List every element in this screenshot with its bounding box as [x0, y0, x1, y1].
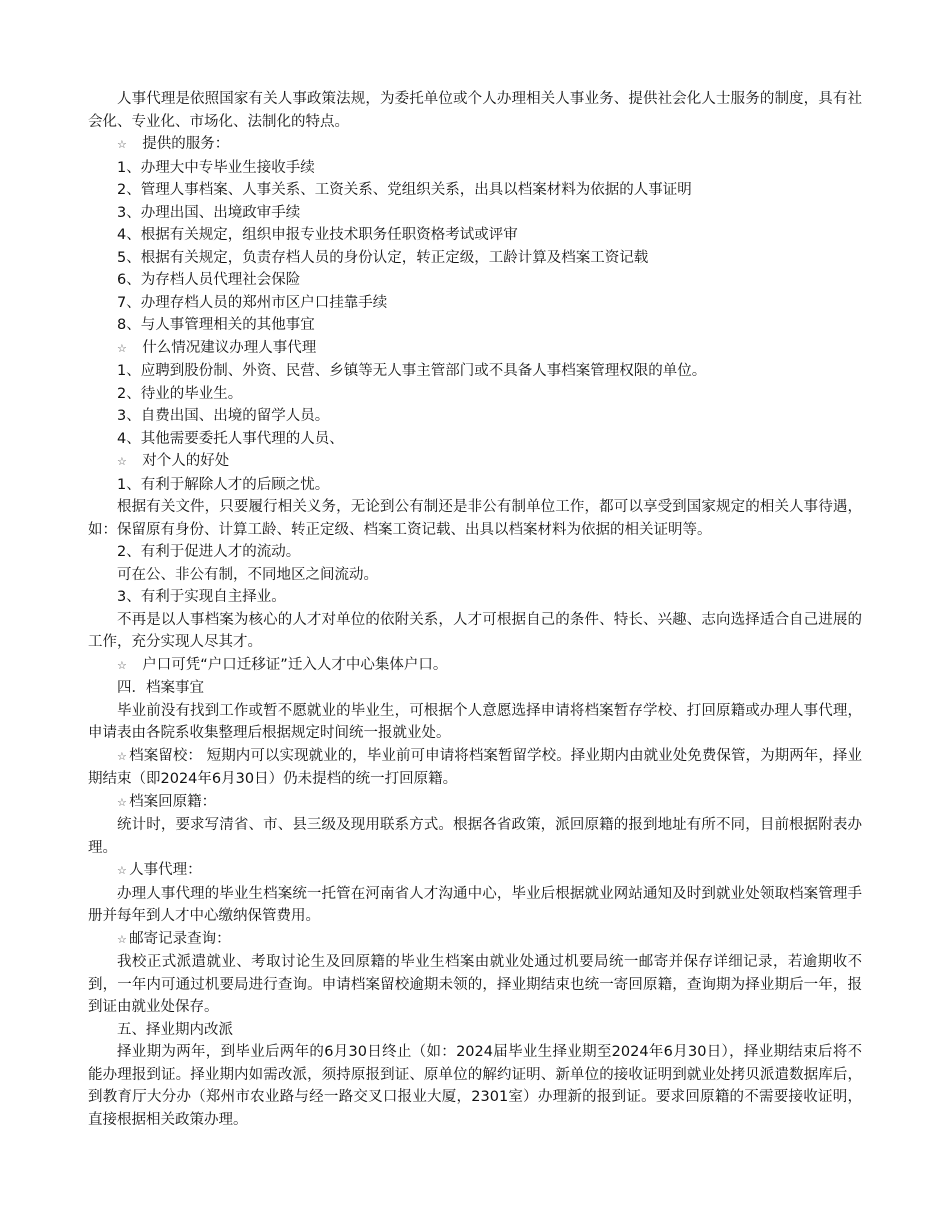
paragraph — [88, 951, 862, 1019]
star-bullet-icon: ☆ — [117, 864, 127, 877]
paragraph — [88, 474, 862, 497]
paragraph-text: 可在公、非公有制，不同地区之间流动。 — [117, 566, 378, 583]
paragraph-text: 档案回原籍： — [129, 793, 217, 810]
paragraph-text: 1、办理大中专毕业生接收手续 — [117, 159, 315, 176]
paragraph-text: 档案留校： 短期内可以实现就业的，毕业前可申请将档案暂留学校。择业期内由就业处免费保管，为期两年，择业期结束（即2024年6月30日）仍未提档的统一打回原籍。 — [88, 747, 862, 787]
paragraph-text: 4、根据有关规定，组织申报专业技术职务任职资格考试或评审 — [117, 227, 518, 243]
paragraph-text: 2、有利于促进人才的流动。 — [117, 544, 301, 560]
paragraph — [88, 314, 862, 337]
paragraph — [88, 1041, 862, 1131]
paragraph — [88, 1019, 862, 1042]
paragraph-text: 择业期为两年，到毕业后两年的6月30日终止（如：2024届毕业生择业期至2024年6月30日），择业期结束后将不能办理报到证。择业期内如需改派，须持原报到证、原单位的解约证明、新单位的接收证明到就业处拷贝派遣数据库后，到教育厅大分办（郑州市农业路与经一路交叉口报业大厦，2301室）办理新的报到证。要求回原籍的不需要接收证明，直接根据相关政策办理。 — [88, 1044, 862, 1128]
paragraph — [88, 133, 862, 157]
paragraph-text: 3、自费出国、出境的留学人员。 — [117, 408, 330, 424]
paragraph-text: 对个人的好处 — [142, 453, 230, 469]
paragraph-text: 根据有关文件，只要履行相关义务，无论到公有制还是非公有制单位工作，都可以享受到国家规定的相关人事待遇，如：保留原有身份、计算工龄、转正定级、档案工资记载、出具以档案材料为依据的相关证明等。 — [88, 499, 862, 538]
paragraph-text: 不再是以人事档案为核心的人才对单位的依附关系，人才可根据自己的条件、特长、兴趣、志向选择适合自己进展的工作，充分实现人尽其才。 — [88, 611, 862, 650]
paragraph — [88, 292, 862, 315]
paragraph — [88, 859, 862, 883]
paragraph-text: 7、办理存档人员的郑州市区户口挂靠手续 — [117, 294, 388, 311]
paragraph-text: 人事代理： — [129, 862, 202, 878]
paragraph — [88, 883, 862, 928]
paragraph — [88, 586, 862, 609]
paragraph — [88, 405, 862, 428]
paragraph-text: 人事代理是依照国家有关人事政策法规，为委托单位或个人办理相关人事业务、提供社会化人士服务的制度，具有社会化、专业化、市场化、法制化的特点。 — [88, 91, 862, 130]
paragraph — [88, 496, 862, 541]
paragraph-text: 五、择业期内改派 — [117, 1021, 233, 1038]
paragraph-text: 2、管理人事档案、人事关系、工资关系、党组织关系，出具以档案材料为依据的人事证明 — [117, 182, 692, 198]
paragraph — [88, 157, 862, 180]
paragraph-text: 我校正式派遣就业、考取讨论生及回原籍的毕业生档案由就业处通过机要局统一邮寄并保存详细记录，若逾期收不到，一年内可通过机要局进行查询。申请档案留校逾期未领的，择业期结束也统一寄回原籍，查询期为择业期后一年，报到证由就业处保存。 — [88, 954, 862, 1015]
paragraph — [88, 677, 862, 700]
paragraph — [88, 654, 862, 678]
paragraph-text: 5、根据有关规定，负责存档人员的身份认定，转正定级，工龄计算及档案工资记载 — [117, 249, 649, 266]
paragraph-text: 1、有利于解除人才的后顾之忧。 — [117, 476, 330, 493]
paragraph — [88, 814, 862, 859]
paragraph-text: 办理人事代理的毕业生档案统一托管在河南省人才沟通中心，毕业后根据就业网站通知及时到就业处领取档案管理手册并每年到人才中心缴纳保管费用。 — [88, 885, 862, 924]
paragraph-text: 毕业前没有找到工作或暂不愿就业的毕业生，可根据个人意愿选择申请将档案暂存学校、打回原籍或办理人事代理，申请表由各院系收集整理后根据规定时间统一报就业处。 — [88, 702, 862, 741]
star-bullet-icon: ☆ — [117, 455, 127, 468]
paragraph — [88, 337, 862, 361]
star-bullet-icon: ☆ — [117, 138, 127, 151]
paragraph-text: 四．档案事宜 — [117, 680, 204, 696]
paragraph-text: 户口可凭“户口迁移证”迁入人才中心集体户口。 — [142, 656, 448, 673]
paragraph-text: 邮寄记录查询： — [129, 930, 231, 947]
paragraph-text: 提供的服务： — [142, 136, 230, 152]
paragraph — [88, 224, 862, 247]
star-bullet-icon: ☆ — [117, 749, 127, 763]
paragraph — [88, 179, 862, 202]
paragraph — [88, 791, 862, 815]
star-bullet-icon: ☆ — [117, 341, 127, 355]
paragraph — [88, 928, 862, 952]
paragraph-text: 统计时，要求写清省、市、县三级及现用联系方式。根据各省政策，派回原籍的报到地址有所不同，目前根据附表办理。 — [88, 817, 862, 856]
star-bullet-icon: ☆ — [117, 658, 127, 672]
paragraph — [88, 202, 862, 225]
paragraph-text: 什么情况建议办理人事代理 — [142, 339, 317, 356]
document-body — [88, 88, 862, 1131]
paragraph-text: 3、办理出国、出境政审手续 — [117, 204, 301, 221]
paragraph — [88, 609, 862, 654]
paragraph-text: 4、其他需要委托人事代理的人员、 — [117, 430, 344, 447]
paragraph — [88, 428, 862, 451]
paragraph-text: 2、待业的毕业生。 — [117, 385, 243, 402]
paragraph-text: 3、有利于实现自主择业。 — [117, 589, 286, 605]
paragraph — [88, 700, 862, 745]
paragraph — [88, 88, 862, 133]
paragraph — [88, 745, 862, 791]
paragraph-text: 6、为存档人员代理社会保险 — [117, 272, 301, 288]
paragraph — [88, 564, 862, 587]
paragraph — [88, 541, 862, 564]
star-bullet-icon: ☆ — [117, 932, 127, 946]
paragraph — [88, 383, 862, 406]
paragraph — [88, 360, 862, 383]
paragraph — [88, 269, 862, 292]
paragraph-text: 8、与人事管理相关的其他事宜 — [117, 317, 315, 333]
star-bullet-icon: ☆ — [117, 795, 127, 809]
paragraph-text: 1、应聘到股份制、外资、民营、乡镇等无人事主管部门或不具备人事档案管理权限的单位。 — [117, 363, 707, 379]
paragraph — [88, 247, 862, 270]
paragraph — [88, 450, 862, 474]
